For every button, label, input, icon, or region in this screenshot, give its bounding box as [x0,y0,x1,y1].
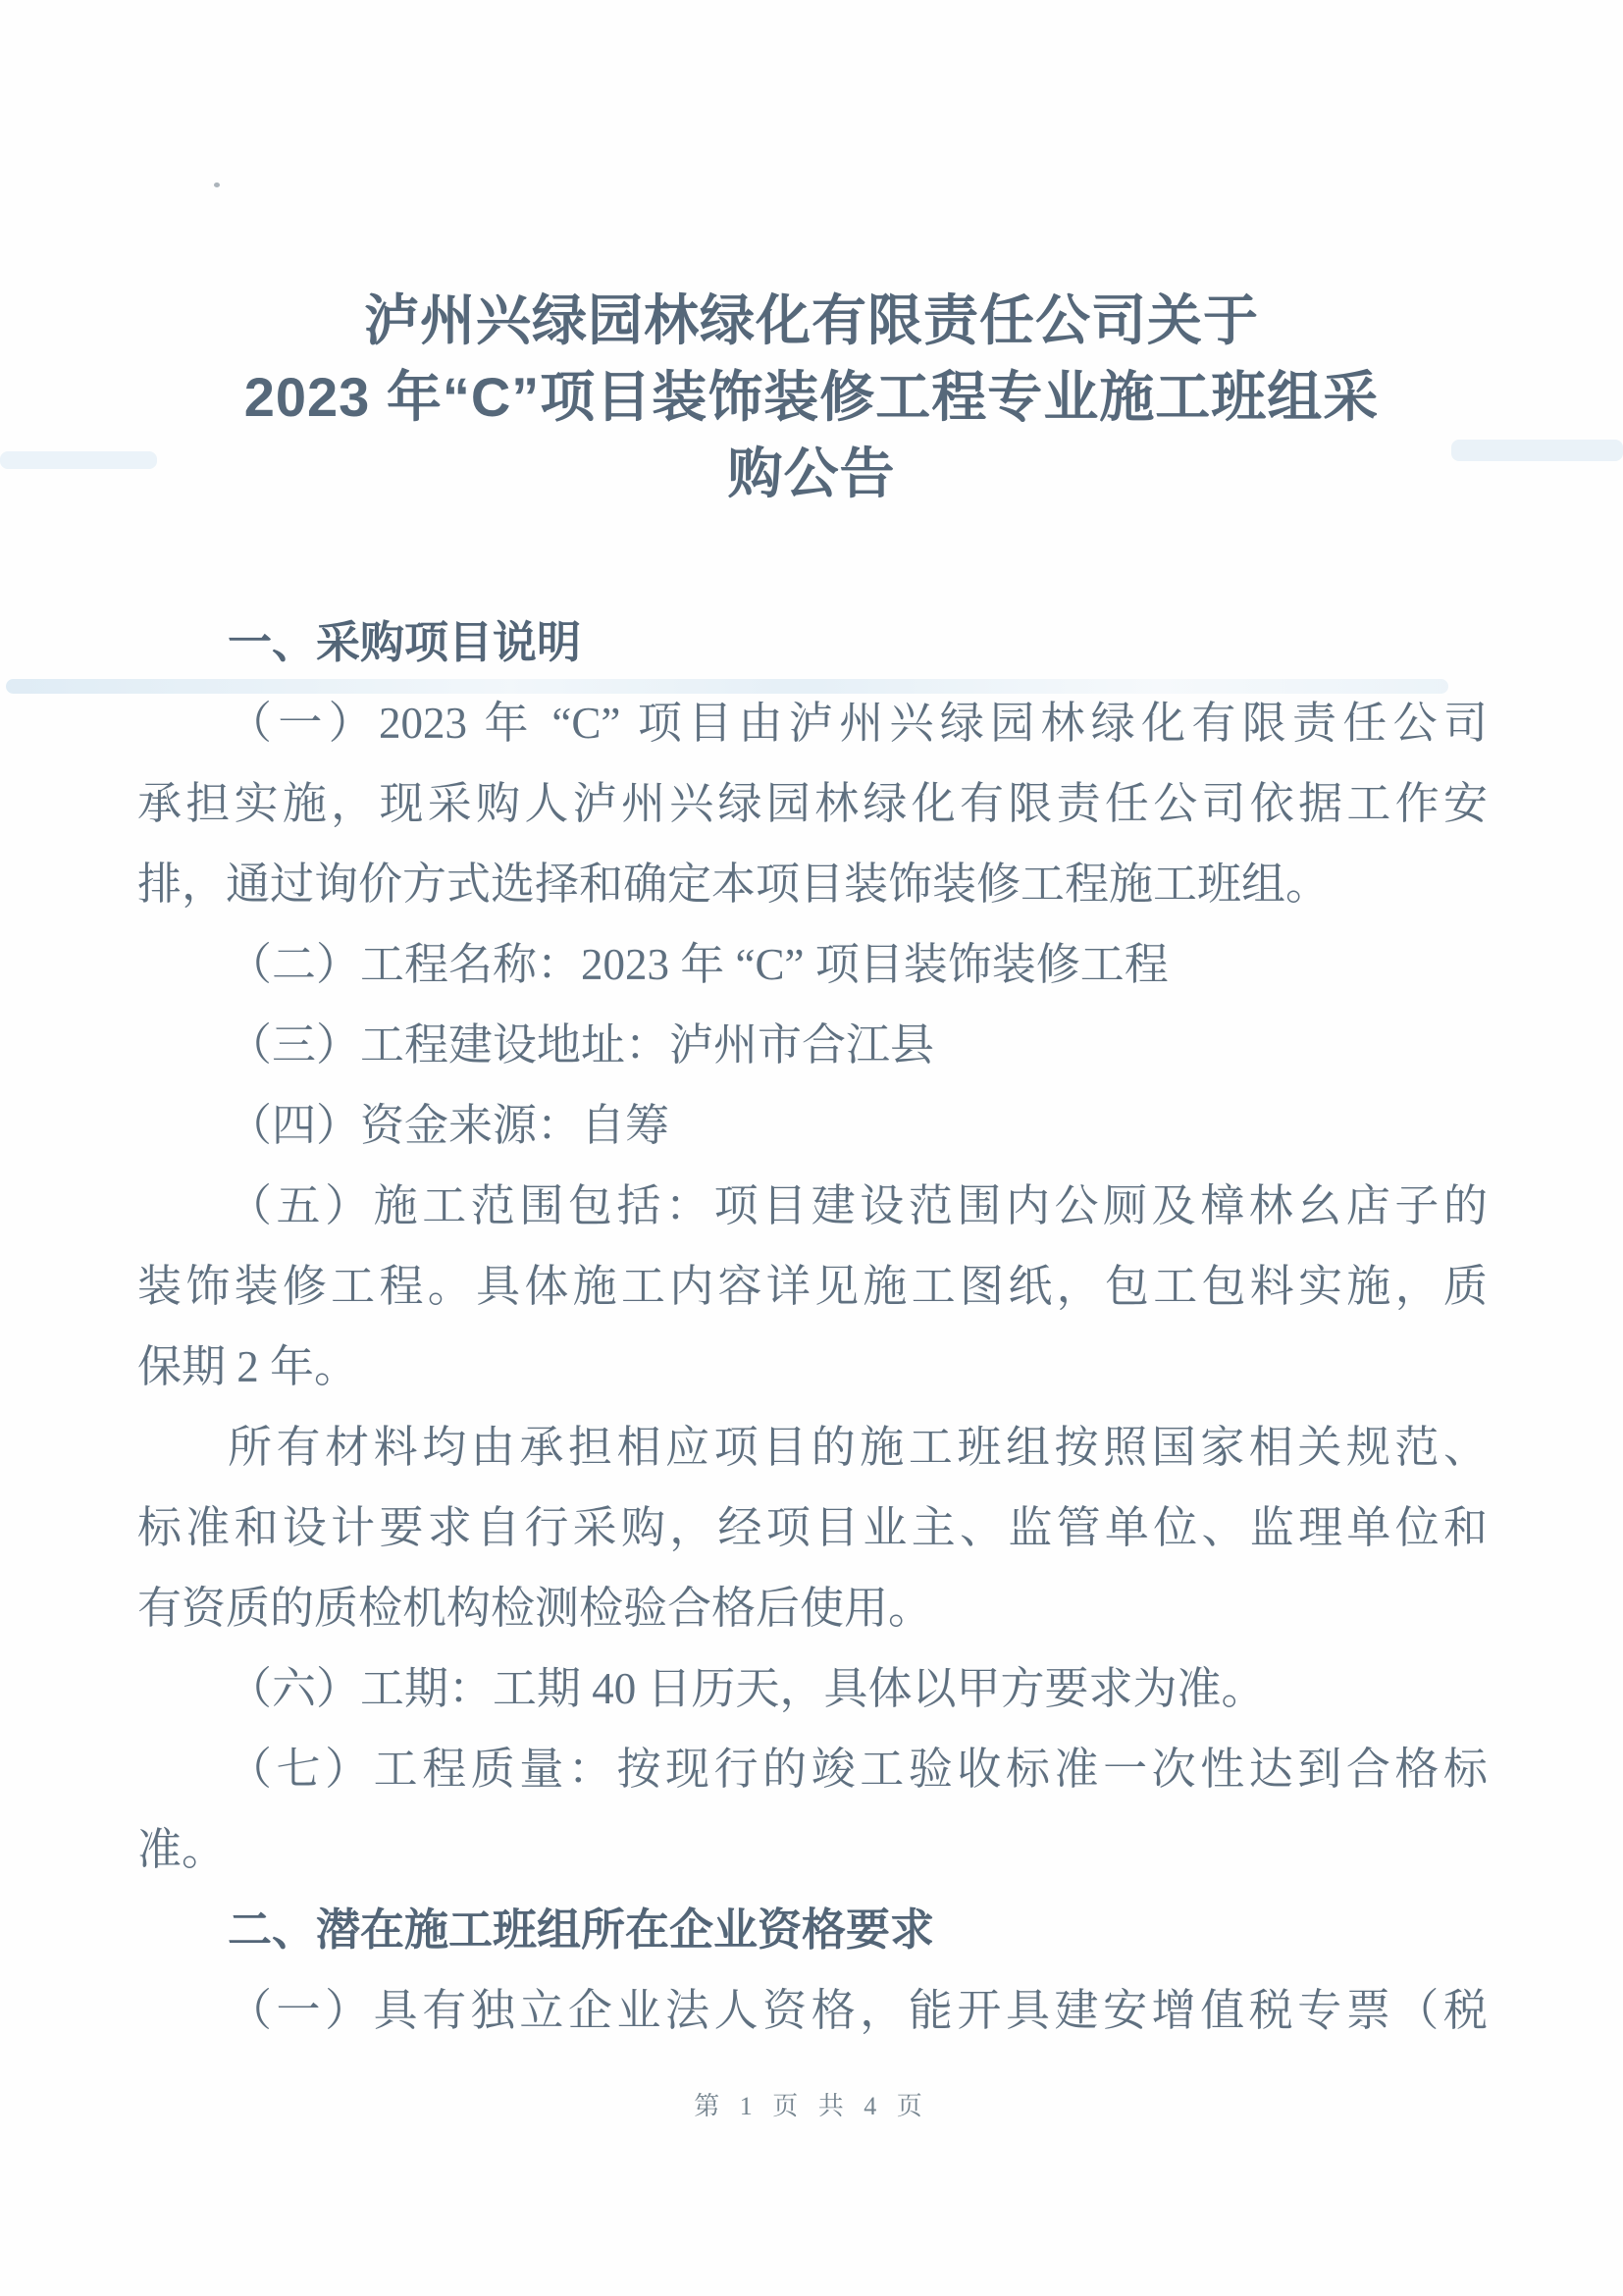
document-title-line-2: 2023 年“C”项目装饰装修工程专业施工班组采 [243,366,1380,428]
document-line: （二）工程名称：2023 年 “C” 项目装饰装修工程 [228,940,1169,989]
document-title-line-3: 购公告 [727,443,896,504]
section-heading-2: 二、潜在施工班组所在企业资格要求 [228,1905,935,1955]
document-line: （一）2023 年 “C” 项目由泸州兴绿园林绿化有限责任公司 [228,699,1488,748]
document-line: 准。 [137,1825,227,1874]
document-line: （四）资金来源：自筹 [228,1101,670,1150]
document-line: 排，通过询价方式选择和确定本项目装饰装修工程施工班组。 [137,860,1331,909]
document-line: （七）工程质量：按现行的竣工验收标准一次性达到合格标 [228,1745,1488,1794]
section-heading-1: 一、采购项目说明 [228,617,582,667]
document-line: 装饰装修工程。具体施工内容详见施工图纸，包工包料实施，质 [137,1262,1488,1311]
document-line: 所有材料均由承担相应项目的施工班组按照国家相关规范、 [228,1423,1488,1472]
page-footer [0,2086,1623,2122]
document-line: （三）工程建设地址：泸州市合江县 [228,1020,935,1070]
document-line: 保期 2 年。 [137,1342,359,1391]
document-title-line-1: 泸州兴绿园林绿化有限责任公司关于 [364,289,1259,351]
document-title [0,283,1623,512]
document-line: 有资质的质检机构检测检验合格后使用。 [137,1584,933,1633]
document-line: （六）工期：工期 40 日历天，具体以甲方要求为准。 [228,1664,1266,1713]
document-line: 标准和设计要求自行采购，经项目业主、监管单位、监理单位和 [137,1503,1488,1552]
document-line: 承担实施，现采购人泸州兴绿园林绿化有限责任公司依据工作安 [137,779,1488,828]
document-line: （一）具有独立企业法人资格，能开具建安增值税专票（税 [228,1986,1488,2035]
scan-artifact-speck [214,183,220,187]
document-body [137,602,1488,2051]
footer-page-label: 第 1 页 共 4 页 [694,2092,929,2120]
document-line: （五）施工范围包括：项目建设范围内公厕及樟林幺店子的 [228,1181,1488,1230]
